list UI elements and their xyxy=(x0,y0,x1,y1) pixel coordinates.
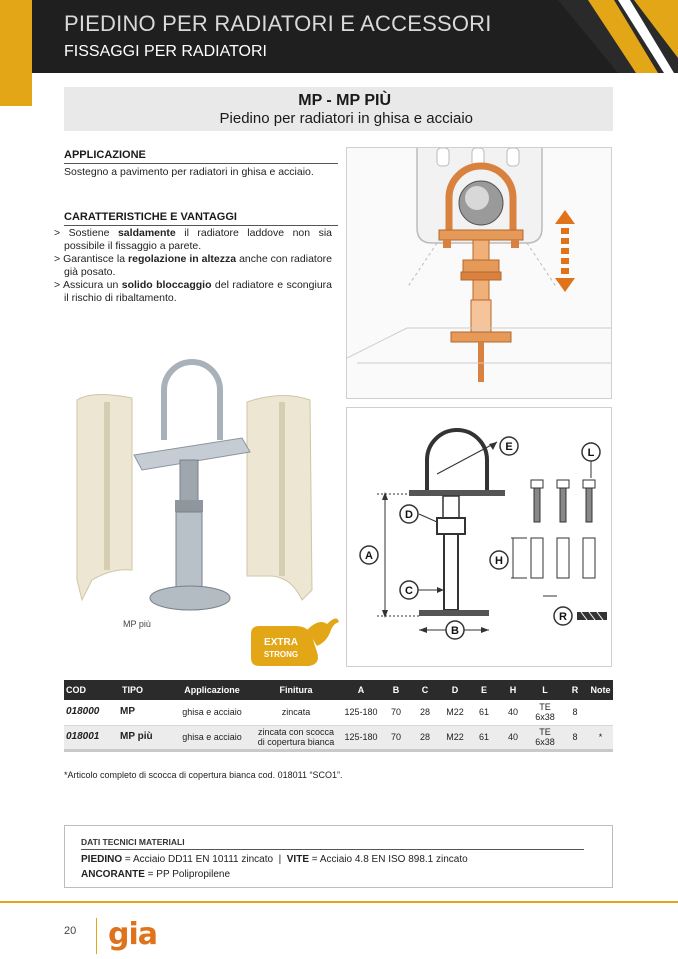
product-title-band xyxy=(64,87,613,131)
cell-E: 61 xyxy=(470,700,498,725)
header-subtitle: FISSAGGI PER RADIATORI xyxy=(64,43,267,60)
table-row xyxy=(64,725,613,750)
cell-tipo: MP più xyxy=(120,725,172,750)
materials-line-1: PIEDINO = Acciaio DD11 EN 10111 zincato | VITE = Acciaio 4.8 EN ISO 898.1 zincato xyxy=(81,854,468,865)
col-header: A xyxy=(340,680,382,700)
cell-H: 40 xyxy=(498,725,528,750)
cell-D: M22 xyxy=(440,725,470,750)
cell-A: 125-180 xyxy=(340,700,382,725)
cell-app: ghisa e acciaio xyxy=(172,725,252,750)
header-decoration xyxy=(518,0,678,73)
cell-finitura: zincata xyxy=(252,700,340,725)
dim-label-A: A xyxy=(365,550,373,562)
page-number: 20 xyxy=(64,925,77,937)
technical-drawing xyxy=(346,407,612,667)
materials-box xyxy=(64,825,613,888)
features-heading: CARATTERISTICHE E VANTAGGI xyxy=(64,211,338,226)
cell-tipo: MP xyxy=(120,700,172,725)
cell-note xyxy=(588,700,613,725)
dim-label-R: R xyxy=(559,611,567,623)
product-description: Piedino per radiatori in ghisa e acciaio xyxy=(219,110,473,127)
cell-L: TE 6x38 xyxy=(528,725,562,750)
cell-B: 70 xyxy=(382,725,410,750)
application-text: Sostegno a pavimento per radiatori in ghisa e acciaio. xyxy=(64,166,314,178)
photo-caption: MP più xyxy=(123,619,151,629)
product-photo xyxy=(72,340,340,636)
footnote: *Articolo completo di scocca di copertura bianca cod. 018011 “SCO1”. xyxy=(64,770,343,780)
application-heading: APPLICAZIONE xyxy=(64,149,338,164)
col-header: H xyxy=(498,680,528,700)
badge-line1: EXTRA xyxy=(264,637,298,648)
cell-D: M22 xyxy=(440,700,470,725)
cell-L: TE 6x38 xyxy=(528,700,562,725)
col-header: D xyxy=(440,680,470,700)
cell-E: 61 xyxy=(470,725,498,750)
features-list xyxy=(54,227,332,305)
dim-label-H: H xyxy=(495,555,503,567)
materials-line-2: ANCORANTE = PP Polipropilene xyxy=(81,869,231,880)
col-header: Note xyxy=(588,680,613,700)
footer-divider xyxy=(96,918,97,954)
cell-C: 28 xyxy=(410,700,440,725)
cell-H: 40 xyxy=(498,700,528,725)
col-header: TIPO xyxy=(120,680,172,700)
cell-R: 8 xyxy=(562,700,588,725)
cell-A: 125-180 xyxy=(340,725,382,750)
col-header: L xyxy=(528,680,562,700)
brand-logo: gia xyxy=(108,917,158,952)
cell-cod: 018000 xyxy=(64,700,120,725)
extra-strong-badge xyxy=(245,612,345,670)
feature-item: > Garantisce la regolazione in altezza anche con radiatore già posato. xyxy=(54,253,333,278)
cell-cod: 018001 xyxy=(64,725,120,750)
installation-illustration xyxy=(346,147,612,399)
cell-R: 8 xyxy=(562,725,588,750)
col-header: COD xyxy=(64,680,120,700)
cell-B: 70 xyxy=(382,700,410,725)
dim-label-L: L xyxy=(587,447,595,459)
side-accent-tab xyxy=(0,73,32,106)
cell-finitura: zincata con scocca di copertura bianca xyxy=(252,725,340,750)
col-header: C xyxy=(410,680,440,700)
materials-heading: DATI TECNICI MATERIALI xyxy=(81,837,584,850)
dim-label-E: E xyxy=(505,441,513,453)
col-header: R xyxy=(562,680,588,700)
col-header: B xyxy=(382,680,410,700)
header-accent-stripe xyxy=(0,0,32,73)
dim-label-D: D xyxy=(405,509,413,521)
header-title: PIEDINO PER RADIATORI E ACCESSORI xyxy=(64,11,492,36)
dim-label-C: C xyxy=(405,585,413,597)
cell-note: * xyxy=(588,725,613,750)
page-header xyxy=(0,0,678,73)
col-header: Finitura xyxy=(252,680,340,700)
feature-item: > Assicura un solido bloccaggio del radiatore e scongiura il rischio di ribaltamento. xyxy=(54,279,332,304)
table-row xyxy=(64,700,613,725)
col-header: E xyxy=(470,680,498,700)
footer-rule xyxy=(0,901,678,903)
cell-app: ghisa e acciaio xyxy=(172,700,252,725)
cell-C: 28 xyxy=(410,725,440,750)
badge-line2: STRONG xyxy=(263,650,299,659)
dim-label-B: B xyxy=(451,625,459,637)
table-header-row xyxy=(64,680,613,700)
product-code: MP - MP PIÙ xyxy=(298,92,391,109)
col-header: Applicazione xyxy=(172,680,252,700)
product-table xyxy=(64,680,613,752)
feature-item: > Sostiene saldamente il radiatore laddove non sia possibile il fissaggio a parete. xyxy=(54,227,332,252)
